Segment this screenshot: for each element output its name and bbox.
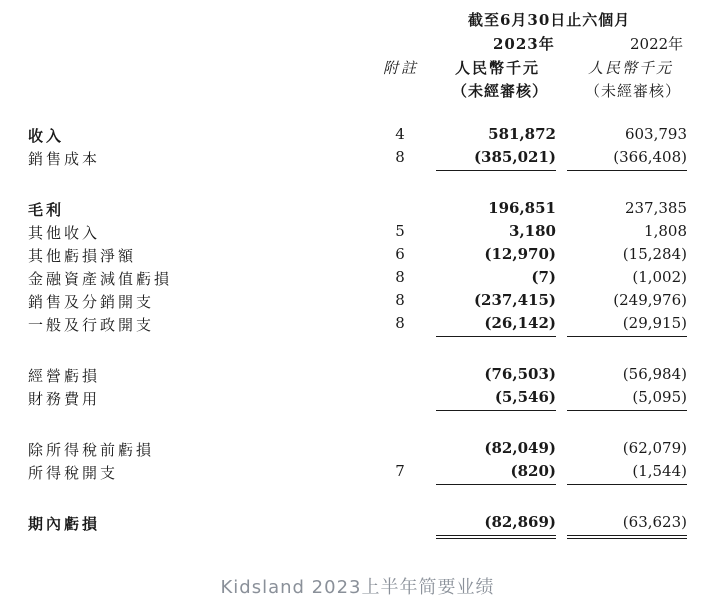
row-2023-admin-expenses: (26,142) <box>484 314 556 332</box>
row-2023-other-losses: (12,970) <box>484 245 556 263</box>
row-2023-revenue: 581,872 <box>488 125 556 143</box>
row-label-finance-costs: 財務費用 <box>28 390 101 408</box>
row-2022-revenue: 603,793 <box>624 125 687 143</box>
status-2023-header: （未經審核） <box>452 82 549 100</box>
row-2022-selling-expenses: (249,976) <box>613 291 687 309</box>
row-note-income-tax: 7 <box>395 462 405 480</box>
row-label-admin-expenses: 一般及行政開支 <box>28 316 155 334</box>
row-2023-other-income: 3,180 <box>509 222 556 240</box>
rule-after-cost-2023 <box>436 170 556 171</box>
row-2023-selling-expenses: (237,415) <box>473 291 556 309</box>
row-note-admin-expenses: 8 <box>395 314 405 332</box>
row-label-income-tax: 所得稅開支 <box>28 464 119 482</box>
row-2022-gross-profit: 237,385 <box>624 199 687 217</box>
period-header: 截至6月30日止六個月 <box>468 11 631 29</box>
rule-after-finance-2022 <box>567 410 687 411</box>
row-note-cost-of-sales: 8 <box>395 148 405 166</box>
row-label-loss-for-period: 期內虧損 <box>28 515 101 533</box>
row-2023-impairment: (7) <box>531 268 556 286</box>
row-label-impairment: 金融資產減值虧損 <box>28 270 173 288</box>
row-label-cost-of-sales: 銷售成本 <box>28 150 101 168</box>
row-2022-finance-costs: (5,095) <box>632 388 687 406</box>
year-2023-header: 2023年 <box>493 35 555 53</box>
row-note-other-losses: 6 <box>395 245 405 263</box>
row-label-other-losses: 其他虧損淨額 <box>28 247 137 265</box>
rule-after-tax-2023 <box>436 484 556 485</box>
rule-total-bottom-2023 <box>436 538 556 539</box>
row-note-impairment: 8 <box>395 268 405 286</box>
row-2022-income-tax: (1,544) <box>632 462 687 480</box>
year-2022-header: 2022年 <box>630 35 684 53</box>
row-label-loss-before-tax: 除所得稅前虧損 <box>28 441 155 459</box>
rule-total-bottom-2022 <box>567 538 687 539</box>
unit-2022-header: 人民幣千元 <box>588 59 674 77</box>
unit-2023-header: 人民幣千元 <box>455 59 541 77</box>
row-label-selling-expenses: 銷售及分銷開支 <box>28 293 155 311</box>
row-2023-loss-for-period: (82,869) <box>484 513 556 531</box>
row-note-other-income: 5 <box>395 222 405 240</box>
row-2022-impairment: (1,002) <box>632 268 687 286</box>
row-2023-finance-costs: (5,546) <box>494 388 556 406</box>
row-2023-gross-profit: 196,851 <box>488 199 556 217</box>
row-note-revenue: 4 <box>395 125 405 143</box>
rule-total-top-2023 <box>436 535 556 536</box>
row-2023-operating-loss: (76,503) <box>484 365 556 383</box>
row-label-gross-profit: 毛利 <box>28 201 65 219</box>
image-caption: Kidsland 2023上半年简要业绩 <box>220 577 495 598</box>
row-2022-other-income: 1,808 <box>644 222 687 240</box>
rule-after-cost-2022 <box>567 170 687 171</box>
row-2022-loss-for-period: (63,623) <box>622 513 687 531</box>
rule-after-finance-2023 <box>436 410 556 411</box>
note-header: 附註 <box>383 59 420 77</box>
rule-after-admin-2023 <box>436 336 556 337</box>
status-2022-header: （未經審核） <box>585 82 682 100</box>
row-2022-loss-before-tax: (62,079) <box>622 439 687 457</box>
row-note-selling-expenses: 8 <box>395 291 405 309</box>
row-label-revenue: 收入 <box>28 127 65 145</box>
rule-after-admin-2022 <box>567 336 687 337</box>
rule-total-top-2022 <box>567 535 687 536</box>
row-label-other-income: 其他收入 <box>28 224 101 242</box>
row-label-operating-loss: 經營虧損 <box>28 367 101 385</box>
row-2022-admin-expenses: (29,915) <box>622 314 687 332</box>
row-2023-loss-before-tax: (82,049) <box>484 439 556 457</box>
row-2022-cost-of-sales: (366,408) <box>613 148 687 166</box>
row-2023-income-tax: (820) <box>510 462 556 480</box>
rule-after-tax-2022 <box>567 484 687 485</box>
row-2023-cost-of-sales: (385,021) <box>473 148 556 166</box>
row-2022-other-losses: (15,284) <box>622 245 687 263</box>
row-2022-operating-loss: (56,984) <box>622 365 687 383</box>
